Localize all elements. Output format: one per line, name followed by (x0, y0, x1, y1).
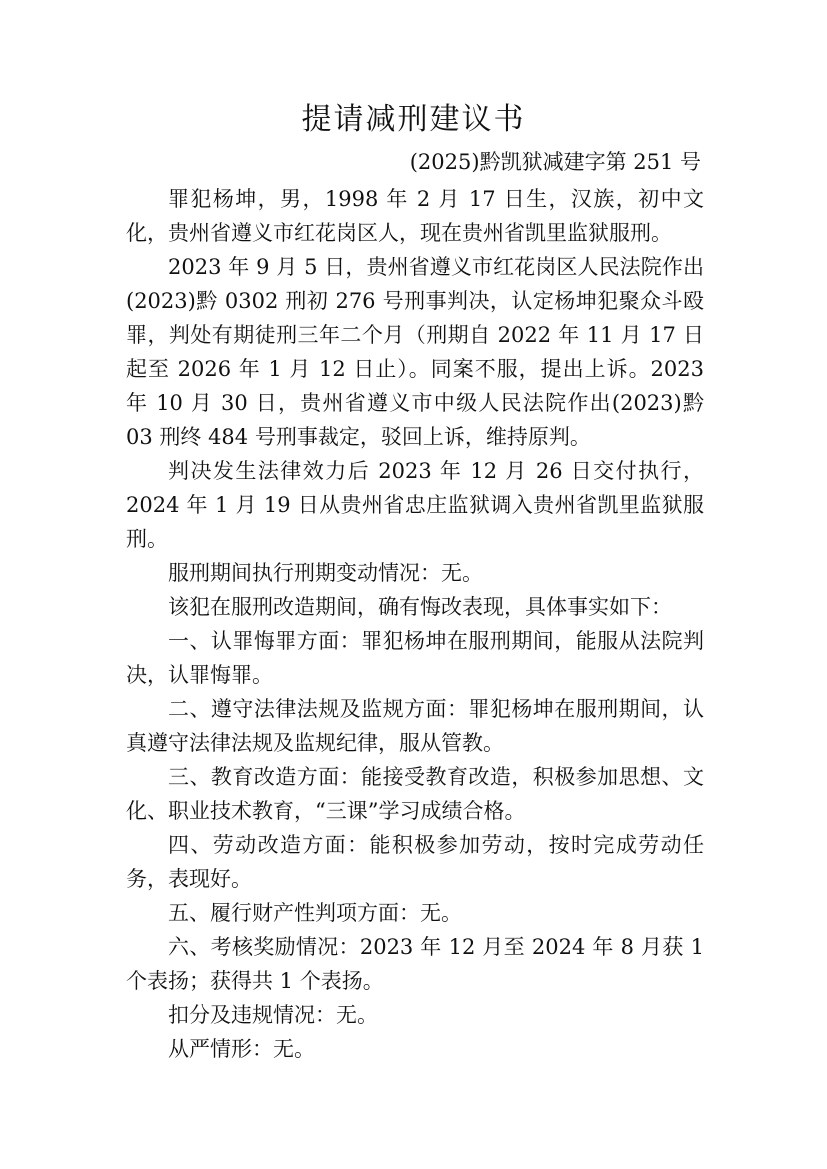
paragraph-violations: 扣分及违规情况：无。 (168, 1003, 378, 1027)
paragraph-admission: 一、认罪悔罪方面：罪犯杨坤在服刑期间，能服从法院判决，认罪悔罪。 (126, 629, 704, 687)
document-title: 提请减刑建议书 (301, 102, 526, 137)
paragraph-execution: 判决发生法律效力后 2023 年 12 月 26 日交付执行，2024 年 1 月 19 日从贵州省忠庄监狱调入贵州省凯里监狱服刑。 (126, 459, 704, 551)
paragraph-law-compliance: 二、遵守法律法规及监规方面：罪犯杨坤在服刑期间，认真遵守法律法规及监规纪律，服从管教。 (126, 697, 704, 755)
paragraph-sentence-change: 服刑期间执行刑期变动情况：无。 (168, 561, 483, 585)
paragraph-labor: 四、劳动改造方面：能积极参加劳动，按时完成劳动任务，表现好。 (126, 833, 704, 891)
paragraph-rewards: 六、考核奖励情况：2023 年 12 月至 2024 年 8 月获 1 个表扬；获得共 1 个表扬。 (126, 935, 704, 993)
paragraph-education: 三、教育改造方面：能接受教育改造，积极参加思想、文化、职业技术教育，“三课”学习成绩合格。 (126, 765, 704, 823)
paragraph-criminal-info: 罪犯杨坤，男，1998 年 2 月 17 日生，汉族，初中文化，贵州省遵义市红花岗区人，现在贵州省凯里监狱服刑。 (126, 187, 704, 245)
paragraph-repentance-intro: 该犯在服刑改造期间，确有悔改表现，具体事实如下： (168, 595, 672, 619)
paragraph-strict-circumstances: 从严情形：无。 (168, 1037, 315, 1061)
paragraph-property: 五、履行财产性判项方面：无。 (168, 901, 462, 925)
paragraph-judgment: 2023 年 9 月 5 日，贵州省遵义市红花岗区人民法院作出(2023)黔 0302 刑初 276 号刑事判决，认定杨坤犯聚众斗殴罪，判处有期徒刑三年二个月（刑期自 2022 年 11 月 17 日起至 2026 年 1 月 12 日止）。同案不服，提出上诉。2023 年 10 月 30 日，贵州省遵义市中级人民法院作出(2023)黔 03 刑终 484 号刑事裁定，驳回上诉，维持原判。 (126, 255, 704, 449)
document-number: (2025)黔凯狱减建字第 251 号 (409, 150, 701, 174)
document-body (126, 182, 704, 1066)
